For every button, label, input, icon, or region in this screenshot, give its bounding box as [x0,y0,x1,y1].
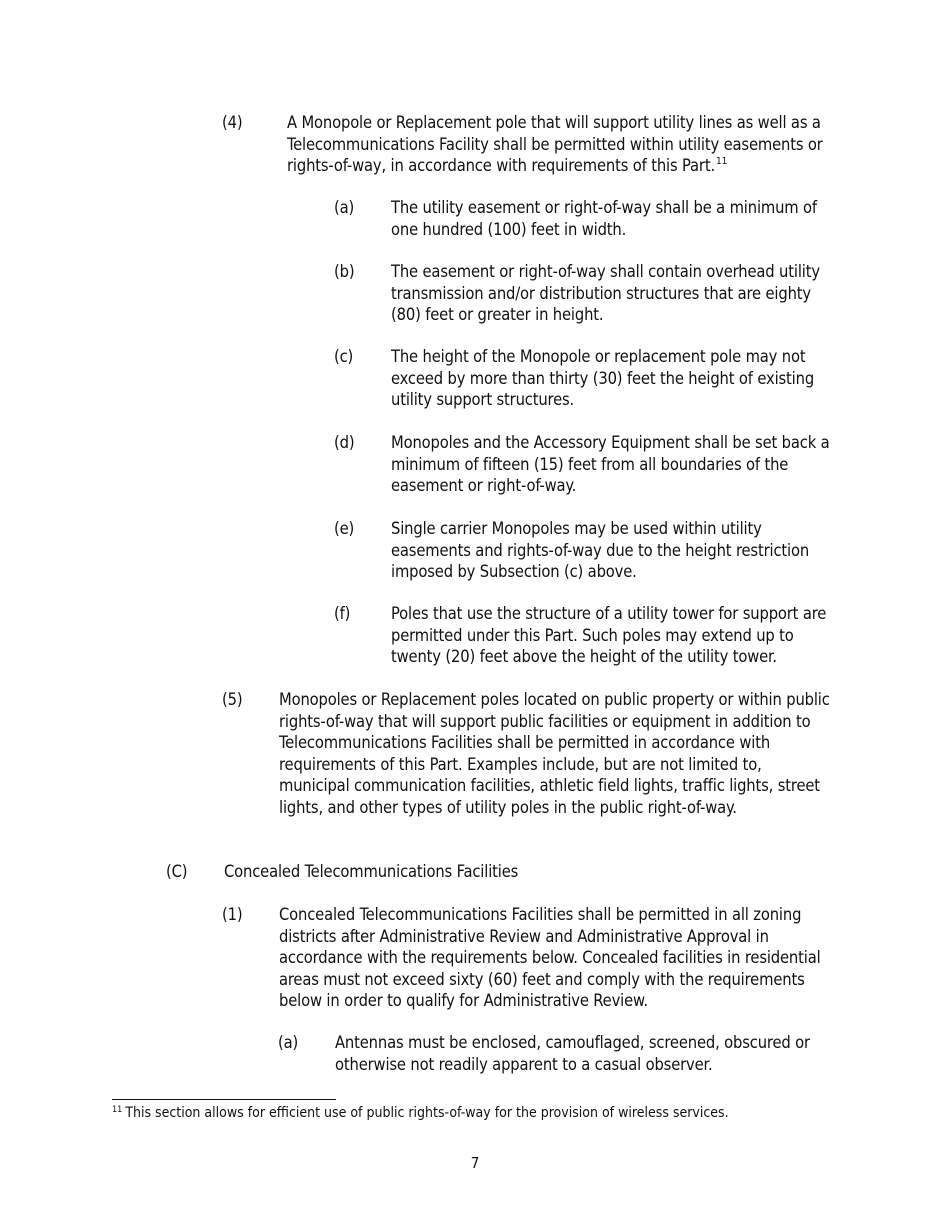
item-text: Concealed Telecommunications Facilities shall be permitted in all zoning districts after Administrative Review and Administrative Approval in accordance with the requirements below. Concealed facilities in residential areas must not exceed sixty (60) feet and comply with the requirements below in order to qualify for Administrative Review. [279,905,821,1011]
item-text: Antennas must be enclosed, camouflaged, screened, obscured or otherwise not readily apparent to a casual observer. [335,1033,810,1074]
list-item [222,689,842,841]
list-item [334,261,844,327]
list-item [334,518,844,584]
footnote-separator [112,1099,336,1100]
list-item [222,112,842,178]
item-text: The height of the Monopole or replacement pole may not exceed by more than thirty (30) feet the height of existing utility support structures. [391,347,815,410]
footnote [112,1104,729,1122]
footnote-text: This section allows for efficient use of public rights-of-way for the provision of wireless services. [125,1105,729,1121]
item-number: (f) [334,604,351,623]
item-text: Monopoles or Replacement poles located on public property or within public rights-of-way that will support public facilities or equipment in addition to Telecommunications Facilities shall be permitted in accordance with requirements of this Part. Examples include, but are not limited to, municipal communication facilities, athletic field lights, traffic lights, street lights, and other types of utility poles in the public right-of-way. [279,690,830,817]
section-title: Concealed Telecommunications Facilities [224,862,519,881]
item-number: (c) [334,347,354,366]
item-text-body: A Monopole or Replacement pole that will support utility lines as well as a Telecommunications Facility shall be permitted within utility easements or rights-of-way, in accordance with requirements of this Part. [287,113,823,176]
item-number: (b) [334,262,355,281]
section-heading [166,861,842,883]
list-item [334,432,844,498]
item-text: Poles that use the structure of a utility tower for support are permitted under this Part. Such poles may extend up to twenty (20) feet above the height of the utility tower. [391,604,827,667]
list-item [334,346,844,412]
footnote-marker: 11 [112,1105,123,1115]
list-item [222,904,842,1014]
footnote-reference[interactable]: 11 [716,156,728,168]
item-number: (C) [166,862,188,881]
item-text: The utility easement or right-of-way shall be a minimum of one hundred (100) feet in width. [391,198,817,239]
item-number: (d) [334,433,355,452]
item-number: (a) [334,198,355,217]
item-text: The easement or right-of-way shall contain overhead utility transmission and/or distribution structures that are eighty (80) feet or greater in height. [391,262,820,325]
list-item [334,197,844,241]
item-number: (1) [222,905,243,924]
item-number: (e) [334,519,355,538]
item-text: Monopoles and the Accessory Equipment shall be set back a minimum of fifteen (15) feet from all boundaries of the easement or right-of-way. [391,433,830,496]
list-item [334,603,844,669]
item-number: (5) [222,690,243,709]
item-text [287,112,843,177]
item-text: Single carrier Monopoles may be used within utility easements and rights-of-way due to the height restriction imposed by Subsection (c) above. [391,519,810,582]
item-number: (4) [222,113,243,132]
item-number: (a) [278,1033,299,1052]
list-item [278,1032,838,1076]
page-number: 7 [470,1154,480,1172]
